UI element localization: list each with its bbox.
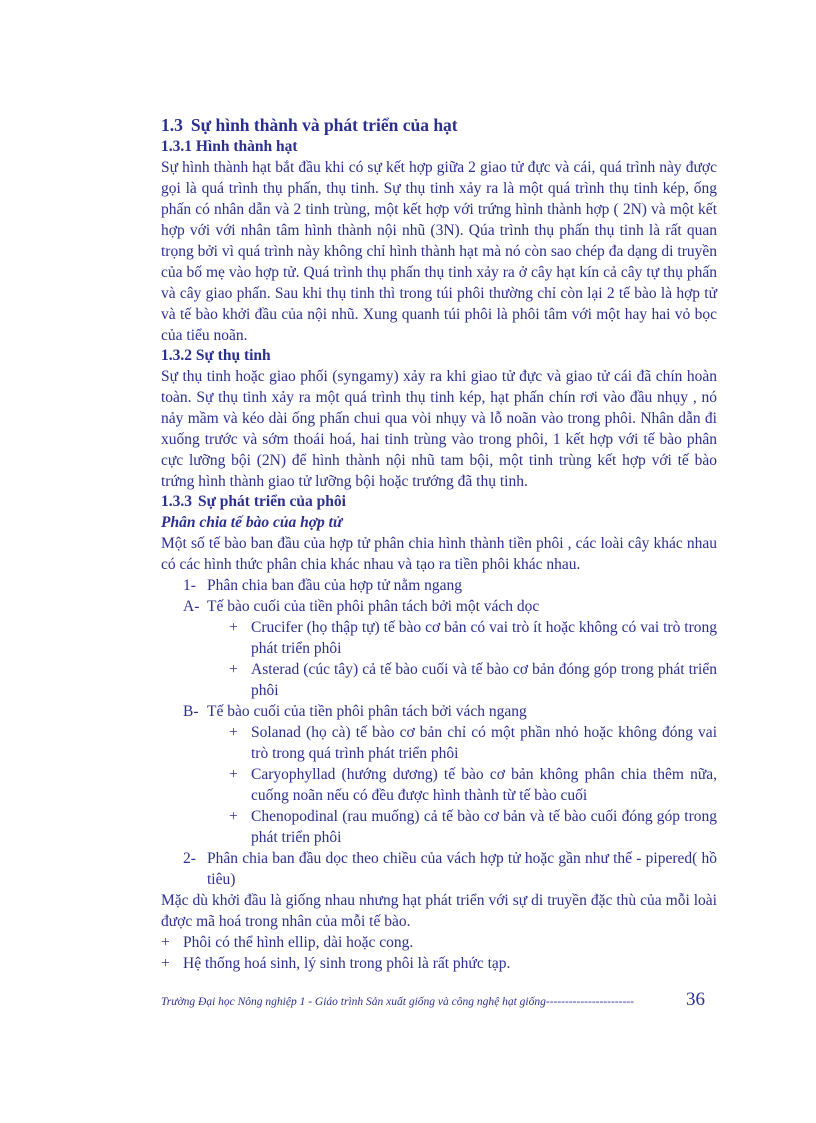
italic-subheading: Phân chia tế bào của hợp tử [161,514,343,531]
plus-marker: + [229,661,238,678]
list-item-text: Caryophyllad (hướng dương) tế bào cơ bản không phân chia thêm nữa, cuống noãn nếu có đều được hình thành từ tế bào cuối [251,766,717,804]
list-item-text: Crucifer (họ thập tự) tế bào cơ bản có vai trò ít hoặc không có vai trò trong phát triển phôi [251,619,717,657]
footer-text: Trường Đại học Nông nghiệp 1 - Giáo trình Sản xuất giống và công nghệ hạt giống----------------------- [161,996,634,1008]
list-item-text: Solanad (họ cà) tế bào cơ bản chỉ có một phần nhỏ hoặc không đóng vai trò trong quá trình phát triển phôi [251,724,717,762]
list-item-caryophyllad [161,764,717,806]
list-item-text: Tế bào cuối của tiền phôi phân tách bởi vách ngang [207,703,527,720]
plus-marker: + [229,808,238,825]
list-item-2 [161,848,717,890]
subsection-title: Sự phát triển của phôi [198,493,346,510]
subsection-heading-formation: 1.3.1 Hình thành hạt [161,138,298,155]
list-item-crucifer [161,617,717,659]
list-item-chenopodinal [161,806,717,848]
list-item-b [161,701,717,722]
plus-marker: + [161,955,170,972]
list-item-text: Phân chia ban đầu của hợp tử nằm ngang [207,577,463,594]
page-content [161,113,717,974]
page-footer [161,989,717,1013]
plus-marker: + [229,766,238,783]
section-title: Sự hình thành và phát triển của hạt [190,115,458,135]
list-marker: 1- [183,577,196,594]
section-number: 1.3 [161,115,183,135]
section-heading [161,113,717,137]
page-number: 36 [686,989,705,1010]
paragraph-intro: Một số tế bào ban đầu của hợp tử phân chia hình thành tiền phôi , các loài cây khác nhau có các hình thức phân chia khác nhau và tạo ra tiền phôi khác nhau. [161,535,717,573]
paragraph-seed-formation: Sự hình thành hạt bắt đầu khi có sự kết hợp giữa 2 giao tử đực và cái, quá trình này được gọi là quá trình thụ phấn, thụ tinh. Sự thụ tinh xảy ra là một quá trình thụ tinh kép, ống phấn có nhân dẫn và 2 tinh trùng, một kết hợp với trứng hình thành hợp ( 2N) và một kết hợp với với nhân tâm hình thành nội nhũ (3N). Qúa trình thụ phấn thụ tinh là rất quan trọng bởi vì quá trình này không chỉ hình thành hạt mà nó còn sao chép đa dạng di truyền của bố mẹ vào hợp tử. Quá trình thụ phấn thụ tinh xảy ra ở cây hạt kín cả cây tự thụ phấn và cây giao phấn. Sau khi thụ tinh thì trong túi phôi thường chỉ còn lại 2 tế bào là hợp tử và tế bào khởi đầu của nội nhũ. Xung quanh túi phôi là phôi tâm với một hay hai vỏ bọc của tiểu noãn. [161,159,717,344]
paragraph-fertilization: Sự thụ tinh hoặc giao phối (syngamy) xảy ra khi giao tử đực và giao tử cái đã chín hoàn toàn. Sự thụ tinh xảy ra một quá trình thụ tinh kép, hạt phấn chín rơi vào đầu nhụy , nó nảy mầm và kéo dài ống phấn chui qua vòi nhụy và lỗ noãn vào trong phôi. Nhân dẫn đi xuống trước và sớm thoái hoá, hai tinh trùng vào trong phôi, 1 kết hợp với tế bào phân cực lưỡng bội (2N) để hình thành nội nhũ tam bội, một tinh trùng kết hợp với tế bào trứng hình thành giao tử lưỡng bội hoặc trướng đã thụ tinh. [161,368,717,490]
list-item-solanad [161,722,717,764]
paragraph-closing: Mặc dù khởi đầu là giống nhau nhưng hạt phát triển với sự di truyền đặc thù của mỗi loài được mã hoá trong nhân của mỗi tế bào. [161,892,717,930]
list-item-asterad [161,659,717,701]
list-marker: 2- [183,850,196,867]
bullet-text: Hệ thống hoá sinh, lý sinh trong phôi là rất phức tạp. [183,955,511,972]
subsection-number: 1.3.3 [161,493,192,510]
list-item-text: Phân chia ban đầu dọc theo chiều của vách hợp tử hoặc gần như thế - pipered( hồ tiêu) [207,850,717,888]
plus-marker: + [229,724,238,741]
list-item-1 [161,575,717,596]
list-item-a [161,596,717,617]
list-marker: B- [183,703,199,720]
subsection-heading-fertilization: 1.3.2 Sự thụ tinh [161,347,271,364]
bullet-item-embryo-shape [161,932,717,953]
plus-marker: + [161,934,170,951]
list-item-text: Chenopodinal (rau muống) cả tế bào cơ bản và tế bào cuối đóng góp trong phát triển phôi [251,808,717,846]
list-marker: A- [183,598,200,615]
list-item-text: Asterad (cúc tây) cả tế bào cuối và tế bào cơ bản đóng góp trong phát triển phôi [251,661,717,699]
plus-marker: + [229,619,238,636]
list-item-text: Tế bào cuối của tiền phôi phân tách bởi một vách dọc [207,598,540,615]
bullet-text: Phôi có thể hình ellip, dài hoặc cong. [183,934,414,951]
subsection-heading-embryo [161,492,717,512]
bullet-item-biochemistry [161,953,717,974]
